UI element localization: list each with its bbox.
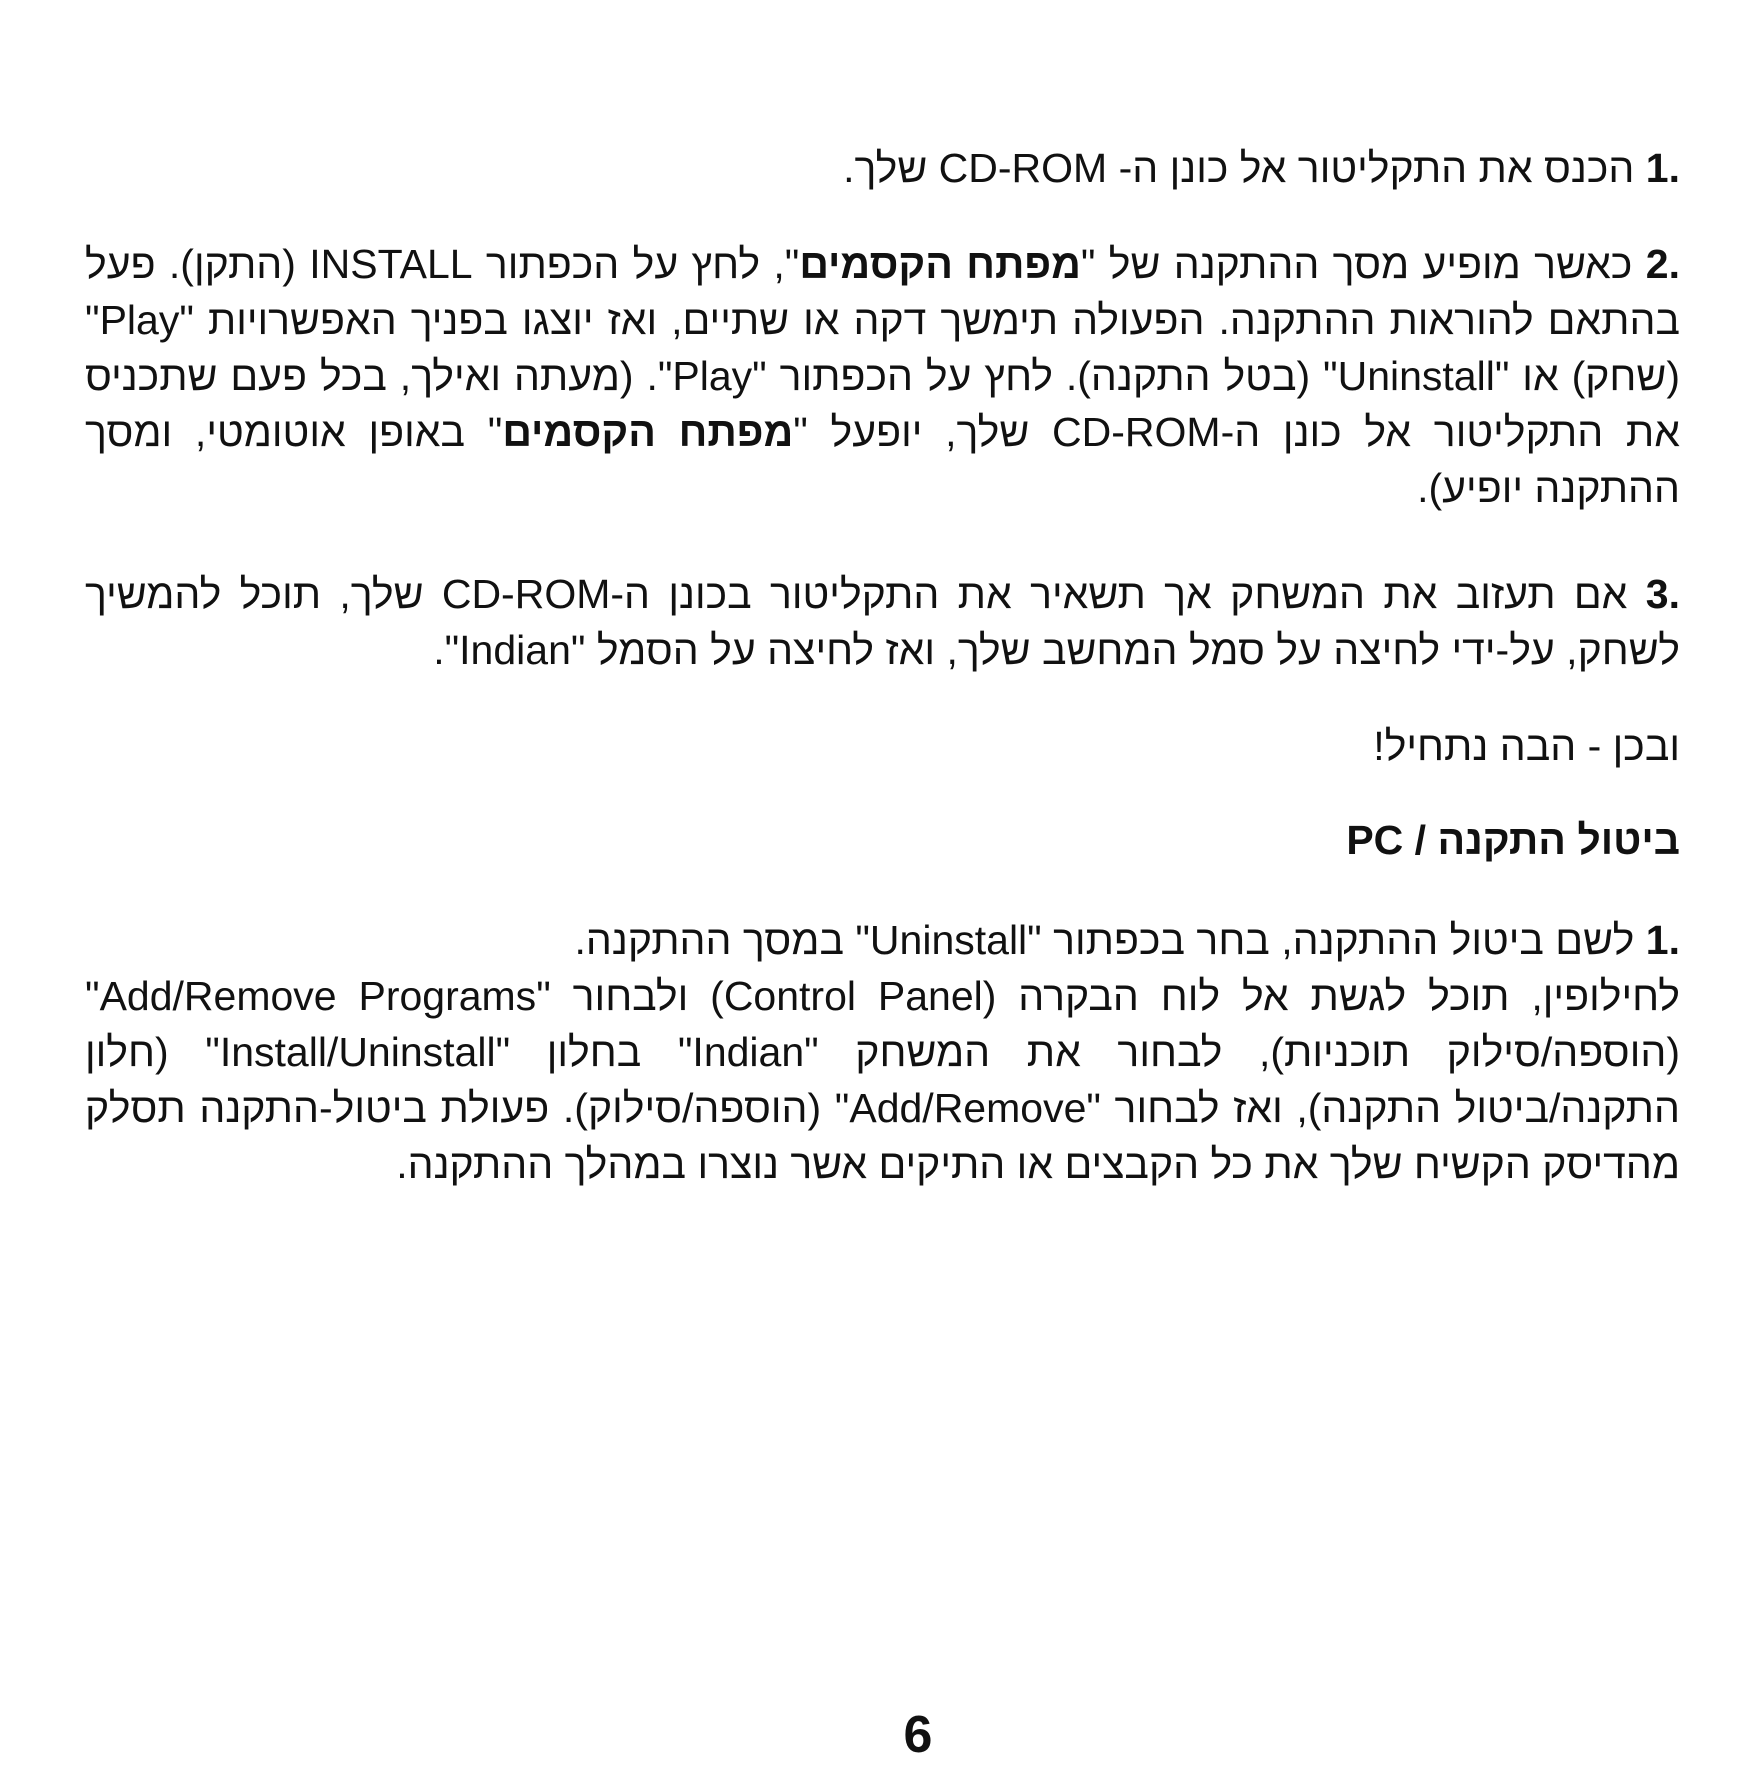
step-number: .1 (1645, 145, 1680, 191)
closing-text: ובכן - הבה נתחיל! (1373, 723, 1680, 769)
step-text-rest: לחילופין, תוכל לגשת אל לוח הבקרה (Control Panel) ולבחור "Add/Remove Programs" (הוספה/סילוק תוכניות), לבחור את המשחק "Indian" בחלון "Install/Uninstall" (חלון התקנה/ביטול התקנה), ואז לבחור "Add/Remove" (הוספה/סילוק). פעולת ביטול-התקנה תסלק מהדיסק הקשיח שלך את כל הקבצים או התיקים אשר נוצרו במהלך ההתקנה. (85, 973, 1680, 1187)
step-number: .1 (1645, 917, 1680, 963)
page-number: 6 (903, 1706, 933, 1764)
uninstall-step-1 (85, 912, 1680, 1192)
closing-line (85, 718, 1680, 774)
step-number: .3 (1645, 571, 1680, 617)
program-name-bold: מפתח הקסמים (502, 409, 794, 455)
step-text-part-3: " באופן אוטומטי, ומסך ההתקנה יופיע). (85, 409, 1680, 511)
install-step-1 (85, 140, 1680, 196)
install-step-2 (85, 236, 1680, 516)
step-text-part-2: ", לחץ על הכפתור INSTALL (התקן). פעל בהתאם להוראות ההתקנה. הפעולה תימשך דקה או שתיים, ואז יוצגו בפניך האפשרויות "Play" (שחק) או "Uninstall" (בטל התקנה). לחץ על הכפתור "Play". (מעתה ואילך, בכל פעם שתכניס את התקליטור אל כונן ה-CD-ROM שלך, יופעל " (85, 241, 1681, 455)
program-name-bold: מפתח הקסמים (799, 241, 1081, 287)
install-step-3 (85, 566, 1680, 678)
step-number: .2 (1645, 241, 1680, 287)
step-text-first-line: לשם ביטול ההתקנה, בחר בכפתור "Uninstall" במסך ההתקנה. (574, 917, 1635, 963)
step-text-part-1: כאשר מופיע מסך ההתקנה של " (1080, 241, 1633, 287)
step-text: אם תעזוב את המשחק אך תשאיר את התקליטור בכונן ה-CD-ROM שלך, תוכל להמשיך לשחק, על-ידי לחיצה על סמל המחשב שלך, ואז לחיצה על הסמל "Indian". (85, 571, 1680, 673)
uninstall-section-heading (85, 812, 1680, 868)
section-heading: ביטול התקנה / PC (1346, 817, 1680, 863)
step-text: הכנס את התקליטור אל כונן ה- CD-ROM שלך. (843, 145, 1635, 191)
